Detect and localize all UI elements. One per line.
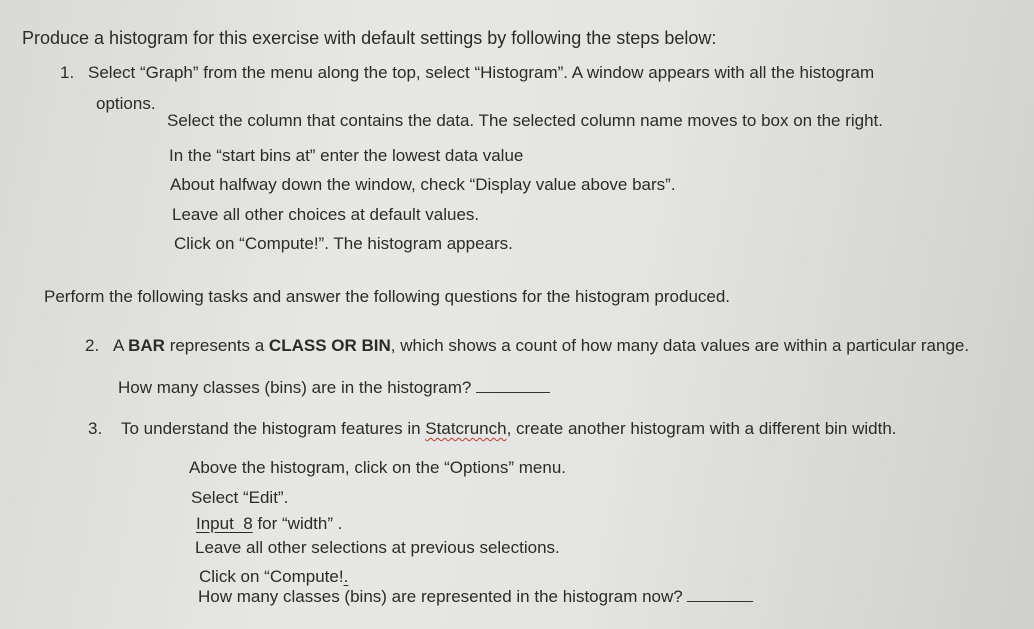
- step1-substep-5: Click on “Compute!”. The histogram appears.: [174, 234, 513, 253]
- step3-text-pre: To understand the histogram features in: [121, 419, 426, 438]
- step1-line1: [60, 63, 874, 83]
- step3-substep-edit: Select “Edit”.: [191, 488, 289, 507]
- step3-line: [88, 419, 897, 439]
- step1-text-b: options.: [96, 94, 156, 113]
- step3-substep-leave: Leave all other selections at previous selections.: [195, 538, 560, 557]
- input-8-link[interactable]: Input 8: [196, 514, 253, 533]
- statcrunch-word: Statcrunch: [425, 419, 507, 438]
- step1-substep-1: Select the column that contains the data. The selected column name moves to box on the right.: [167, 111, 883, 130]
- step1-substep-3: About halfway down the window, check “Display value above bars”.: [170, 175, 676, 194]
- step2-question-line: [118, 378, 550, 398]
- input-rest: for “width” .: [252, 514, 343, 533]
- compute-tail: .: [343, 567, 349, 586]
- perform-text: Perform the following tasks and answer the following questions for the histogram produced.: [44, 287, 731, 306]
- step3-question: How many classes (bins) are represented in the histogram now?: [198, 587, 683, 606]
- step2-class-bold: CLASS OR BIN: [268, 336, 391, 355]
- step1-substep-4: Leave all other choices at default values.: [172, 205, 480, 224]
- step2-text-mid: represents a: [164, 336, 269, 355]
- step3-number: 3.: [88, 419, 103, 438]
- step1-number: 1.: [60, 63, 75, 82]
- step2-text-post: , which shows a count of how many data values are within a particular range.: [390, 336, 970, 355]
- step3-substep-input: [196, 514, 342, 534]
- step2-number: 2.: [85, 336, 100, 355]
- step3-substep-compute: [199, 567, 348, 587]
- step2-bar-bold: BAR: [128, 336, 165, 355]
- intro-text: Produce a histogram for this exercise with default settings by following the steps below:: [22, 28, 717, 48]
- step1-text-a: Select “Graph” from the menu along the top, select “Histogram”. A window appears with all the histogram: [88, 63, 875, 82]
- step2-text-pre: A: [113, 336, 129, 355]
- step3-answer-blank[interactable]: [687, 601, 753, 602]
- step2-answer-blank[interactable]: [476, 392, 550, 393]
- step3-substep-above: Above the histogram, click on the “Options” menu.: [189, 458, 567, 477]
- step1-substep-2: In the “start bins at” enter the lowest data value: [169, 146, 524, 165]
- compute-text: Click on “Compute!: [199, 567, 344, 586]
- step2-line: [85, 336, 969, 356]
- step2-question: How many classes (bins) are in the histogram?: [118, 378, 472, 397]
- step3-text-post: , create another histogram with a different bin width.: [506, 419, 897, 438]
- step3-question-line: [198, 587, 753, 607]
